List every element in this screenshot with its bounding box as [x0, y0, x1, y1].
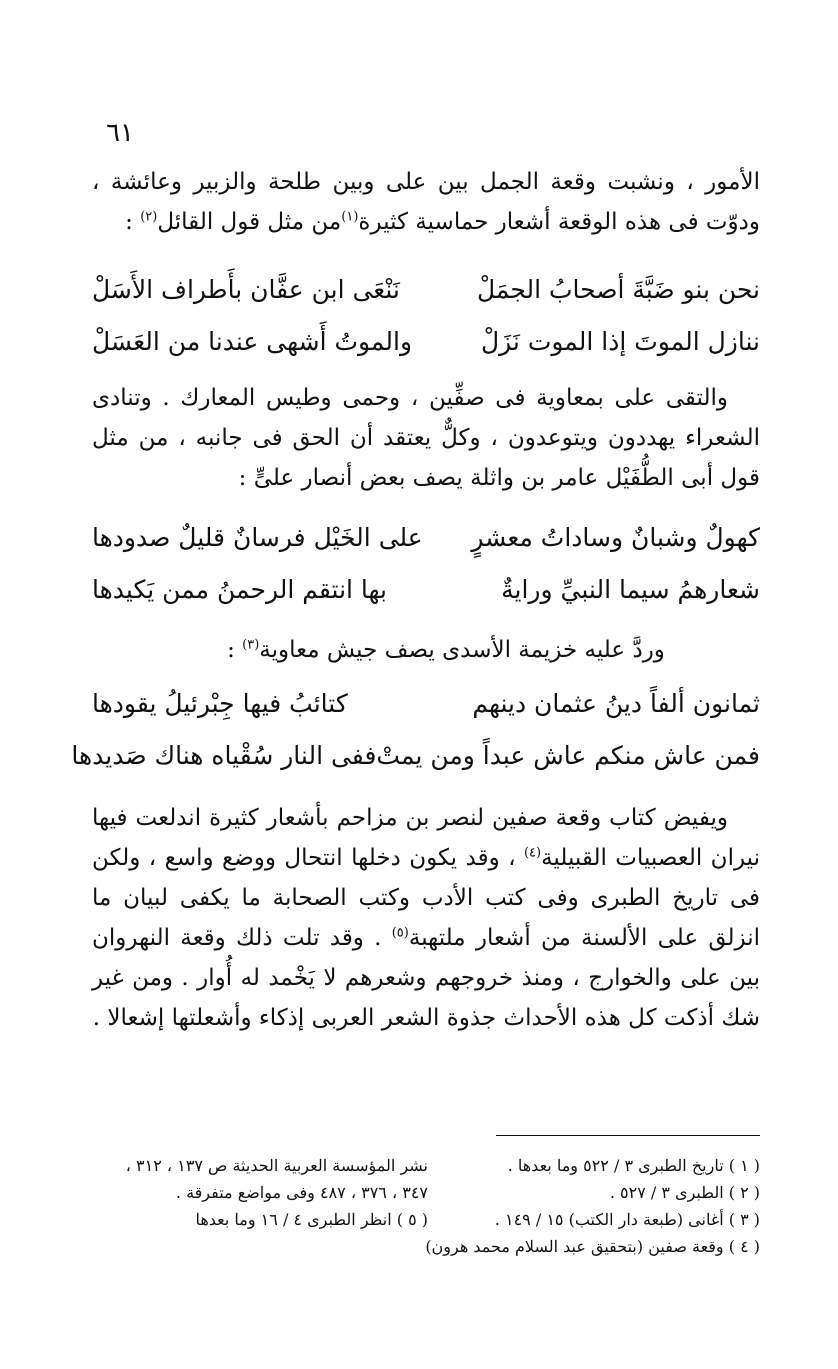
poem-1 [92, 264, 760, 368]
poem-3 [71, 678, 760, 782]
verse-hemistich-first: كهولٌ وشبانٌ وساداتُ معشرٍ [471, 523, 760, 552]
verse-hemistich-second: والموتُ أَشهى عندنا من العَسَلْ [92, 327, 413, 356]
verse-hemistich-second: نَنْعَى ابن عفَّان بأَطراف الأَسَلْ [92, 275, 400, 304]
footnotes-right-column [425, 1152, 760, 1260]
paragraph-4 [92, 798, 760, 1038]
footnote-3: ( ٣ ) أغانى (طبعة دار الكتب) ١٥ / ١٤٩ . [494, 1210, 760, 1229]
verse-hemistich-second: بها انتقم الرحمنُ ممن يَكيدها [92, 575, 388, 604]
footnote-4-continued: نشر المؤسسة العربية الحديثة ص ١٣٧ ، ٣١٢ ، [125, 1156, 428, 1175]
paragraph-2 [92, 378, 760, 498]
verse-hemistich-second: كتائبُ فيها جِبْرئيلُ يقودها [92, 689, 348, 718]
footnote-1: ( ١ ) تاريخ الطبرى ٣ / ٥٢٢ وما بعدها . [507, 1156, 760, 1175]
paragraph-2-text: والتقى على بمعاوية فى صفِّين ، وحمى وطيس المعارك . وتنادى الشعراء يهددون ويتوعدون ، وكلٌّ يعتقد أن الحق فى جانبه ، من مثل قول أبى الطُّفَيْل عامر بن واثلة يصف بعض أنصار علىٍّ : [92, 385, 760, 491]
poem-2 [92, 512, 760, 616]
paragraph-1-colon: : [125, 209, 141, 235]
footnote-ref-2[interactable]: (٢) [140, 209, 158, 225]
footnote-4-continued: ٣٤٧ ، ٣٧٦ ، ٤٨٧ وفى مواضع متفرقة . [175, 1183, 428, 1202]
verse-hemistich-first: نحن بنو ضَبَّةَ أصحابُ الجمَلْ [476, 275, 760, 304]
footnote-5: ( ٥ ) انظر الطبرى ٤ / ١٦ وما بعدها [195, 1210, 428, 1229]
verse-hemistich-second: ففى النار سُقْياه هناك صَديدها [71, 741, 377, 770]
paragraph-1-line-1: الأمور ، ونشبت وقعة الجمل بين على وبين طلحة والزبير وعائشة ، ودوّت [92, 169, 760, 235]
verse-hemistich-first: فمن عاش منكم عاش عبداً ومن يمتْ [376, 741, 760, 770]
footnote-4: ( ٤ ) وقعة صفين (بتحقيق عبد السلام محمد هرون) [425, 1237, 760, 1256]
footnote-ref-1[interactable]: (١) [341, 209, 359, 225]
paragraph-4-part-2: ، وقد يكون دخلها انتحال ووضع واسع ، ولكن فى تاريخ الطبرى وفى كتب الأدب وكتب الصحابة ما يكفى لبيان ما انزلق على الألسنة من أشعار ملتهبة [92, 845, 760, 951]
footnote-ref-5[interactable]: (٥) [391, 925, 409, 941]
verse-line [71, 730, 760, 782]
paragraph-4-part-1: ويفيض كتاب وقعة صفين لنصر بن مزاحم بأشعار كثيرة اندلعت فيها نيران العصبيات القبيلية [92, 805, 760, 871]
paragraph-3-colon: : [227, 637, 243, 663]
paragraph-3 [92, 630, 760, 670]
verse-hemistich-first: ننازل الموتَ إذا الموت نَزَلْ [480, 327, 760, 356]
footnote-ref-3[interactable]: (٣) [242, 637, 260, 653]
verse-line [92, 678, 760, 730]
footnote-2: ( ٢ ) الطبرى ٣ / ٥٢٧ . [609, 1183, 760, 1202]
paragraph-1-line-2: فى هذه الوقعة أشعار حماسية كثيرة [358, 209, 699, 235]
verse-line [92, 512, 760, 564]
paragraph-3-text: وردَّ عليه خزيمة الأسدى يصف جيش معاوية [259, 637, 665, 663]
footnotes-left-column [88, 1152, 428, 1233]
paragraph-1-line-2-cont: من مثل قول القائل [157, 209, 342, 235]
paragraph-4-part-3: . وقد تلت ذلك وقعة النهروان بين على والخوارج ، ومنذ خروجهم وشعرهم لا يَخْمد له أُوار . ومن غير شك أذكت كل هذه الأحداث جذوة الشعر العربى إذكاء وأشعلتها إشعالا . [92, 925, 760, 1031]
page-number: ٦١ [106, 118, 134, 148]
verse-hemistich-second: على الخَيْل فرسانٌ قليلٌ صدودها [92, 523, 423, 552]
verse-line [92, 316, 760, 368]
footnote-divider [496, 1135, 760, 1136]
paragraph-1 [92, 162, 760, 242]
verse-hemistich-first: ثمانون ألفاً دينُ عثمان دينهم [472, 689, 760, 718]
verse-line [92, 264, 760, 316]
footnote-ref-4[interactable]: (٤) [523, 845, 542, 861]
verse-line [92, 564, 760, 616]
verse-hemistich-first: شعارهمُ سيما النبيِّ ورايةٌ [501, 575, 760, 604]
